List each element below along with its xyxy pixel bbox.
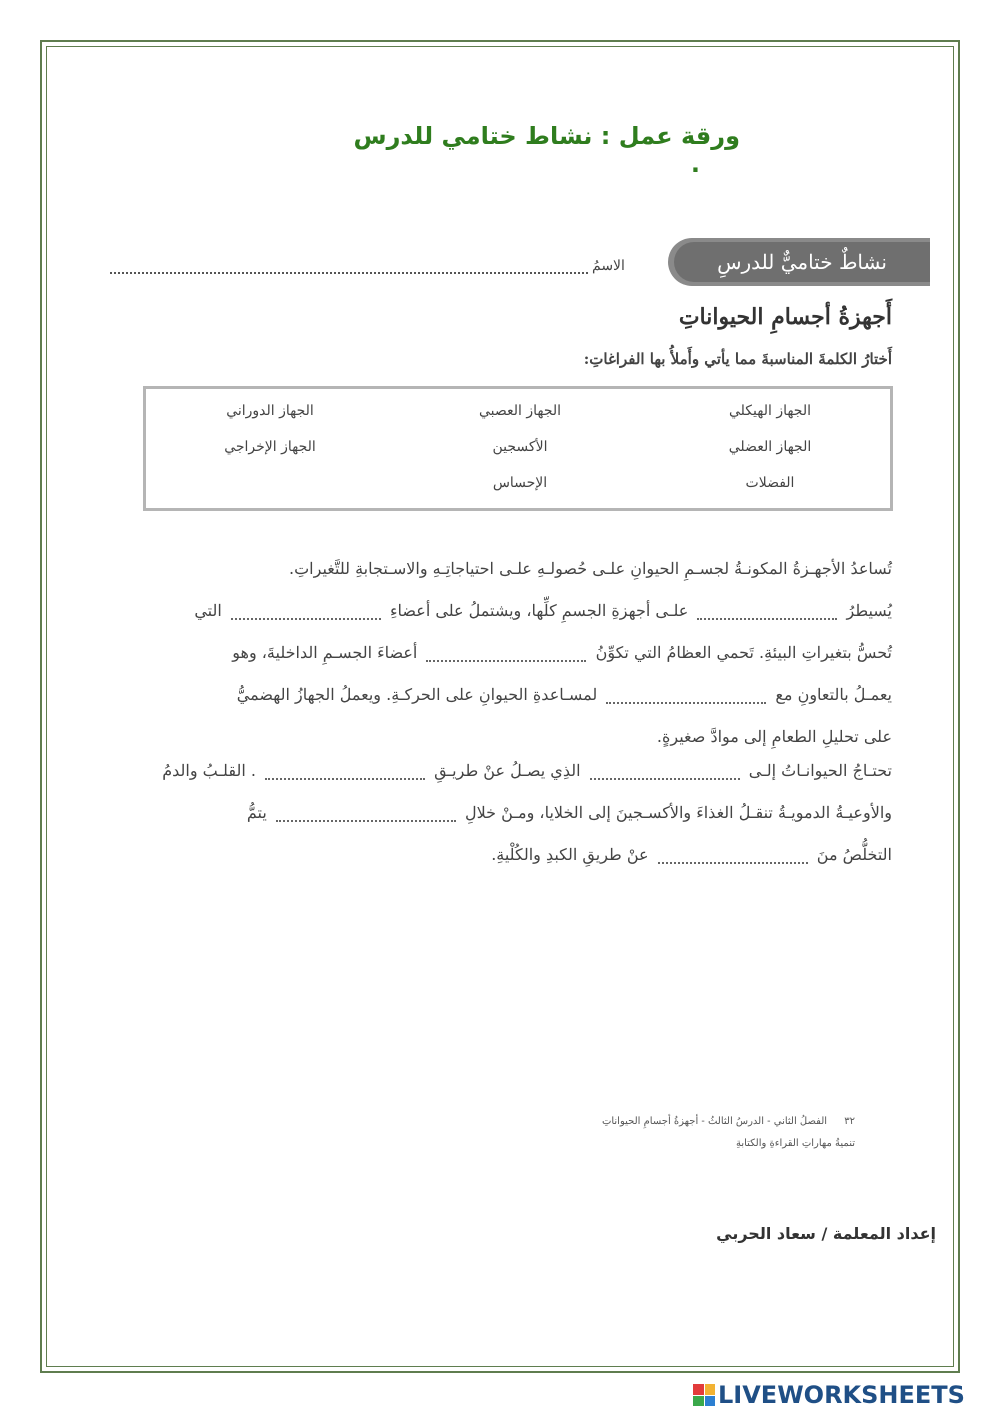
blank-field[interactable] (231, 604, 381, 620)
worksheet-title-dot: . (690, 150, 700, 178)
worksheet-title (300, 122, 740, 178)
word-bank-box (143, 386, 893, 511)
text-segment: تُساعدُ الأجهـزةُ المكونـةُ لجسـمِ الحيوانِ علـى حُصولـهِ علـى احتياجاتِـهِ والاسـتجابةِ للتَّغيراتِ. (289, 559, 892, 578)
text-segment: على تحليلِ الطعامِ إلى موادَّ صغيرةٍ. (656, 727, 892, 746)
text-segment: علـى أجهزةِ الجسمِ كلِّها، ويشتملُ على أعضاءِ (390, 601, 689, 620)
footer-line-one (602, 1116, 855, 1127)
instruction-text: أَختارُ الكلمةَ المناسبةَ مما يأتي وأَملأُ بها الفراغاتِ: (583, 350, 892, 368)
name-label: الاسمُ (592, 258, 625, 274)
text-segment: يعمـلُ بالتعاونِ مع (775, 685, 892, 704)
name-input[interactable] (110, 272, 588, 274)
text-segment: والأوعيـةُ الدمويـةُ تنقـلُ الغذاءَ والأكسـجينَ إلى الخلايا، ومـنْ خلالِ (465, 803, 892, 822)
text-segment: يُسيطرُ (846, 601, 892, 620)
author-credit: إعداد المعلمة / سعاد الحربي (716, 1224, 936, 1243)
text-segment: يتمُّ (246, 803, 267, 822)
paragraph-line (132, 674, 892, 716)
blank-field[interactable] (265, 764, 425, 780)
word-bank-item: الفضلات (745, 475, 795, 491)
text-segment: تحتـاجُ الحيوانـاتُ إلـى (748, 761, 892, 780)
text-segment: عنْ طريقِ الكبدِ والكُلْيةِ. (491, 845, 649, 864)
text-segment: الذِي يصـلُ عنْ طريـقِ (434, 761, 581, 780)
word-bank-item: الجهاز العضلي (728, 439, 812, 455)
word-bank-item: الجهاز الدوراني (226, 403, 314, 419)
word-bank-item: الجهاز العصبي (478, 403, 562, 419)
activity-banner (668, 238, 930, 286)
brand-name: LIVEWORKSHEETS (718, 1381, 965, 1409)
blank-field[interactable] (276, 806, 456, 822)
paragraph-line (132, 632, 892, 674)
paragraph-line (132, 792, 892, 834)
blank-field[interactable] (697, 604, 837, 620)
text-segment: . القلـبُ والدمُ (162, 761, 256, 780)
word-bank-item: الإحساس (492, 475, 548, 491)
text-segment: التي (194, 601, 222, 620)
paragraph-one (132, 548, 892, 758)
paragraph-line (132, 548, 892, 590)
paragraph-line (132, 590, 892, 632)
brand-logo-icon (693, 1384, 715, 1406)
blank-field[interactable] (658, 848, 808, 864)
activity-banner-label: نشاطٌ ختاميٌّ للدرسِ (674, 242, 930, 282)
text-segment: لمسـاعدةِ الحيوانِ على الحركـةِ. ويعملُ الجهازُ الهضميُّ (236, 685, 598, 704)
blank-field[interactable] (606, 688, 766, 704)
text-segment: التخلُّصُ منَ (816, 845, 892, 864)
blank-field[interactable] (426, 646, 586, 662)
paragraph-two (132, 750, 892, 876)
section-title: أَجهزةُ أجسامِ الحيواناتِ (678, 304, 892, 330)
text-segment: تُحسُّ بتغيراتِ البيئةِ. تَحمي العظامُ التي تكوِّنُ (595, 643, 892, 662)
footer-chapter: الفصلُ الثاني - الدرسُ الثالثُ - أجهزةُ أجسامِ الحيواناتِ (601, 1116, 828, 1127)
word-bank-item: الأكسجين (492, 439, 548, 455)
worksheet-title-text: ورقة عمل : نشاط ختامي للدرس (353, 122, 740, 150)
word-bank-item: الجهاز الإخراجي (224, 439, 316, 455)
paragraph-line (132, 834, 892, 876)
text-segment: أعضاءَ الجسـمِ الداخليةَ، وهو (232, 643, 418, 662)
liveworksheets-brand (693, 1380, 965, 1410)
paragraph-line (132, 750, 892, 792)
footer-line-two (736, 1138, 855, 1149)
footer-series: تنميةُ مهاراتِ القراءةِ والكتابةِ (735, 1138, 855, 1149)
blank-field[interactable] (590, 764, 740, 780)
word-bank-item: الجهاز الهيكلي (729, 403, 811, 419)
footer-page-number: ٣٢ (844, 1116, 855, 1127)
